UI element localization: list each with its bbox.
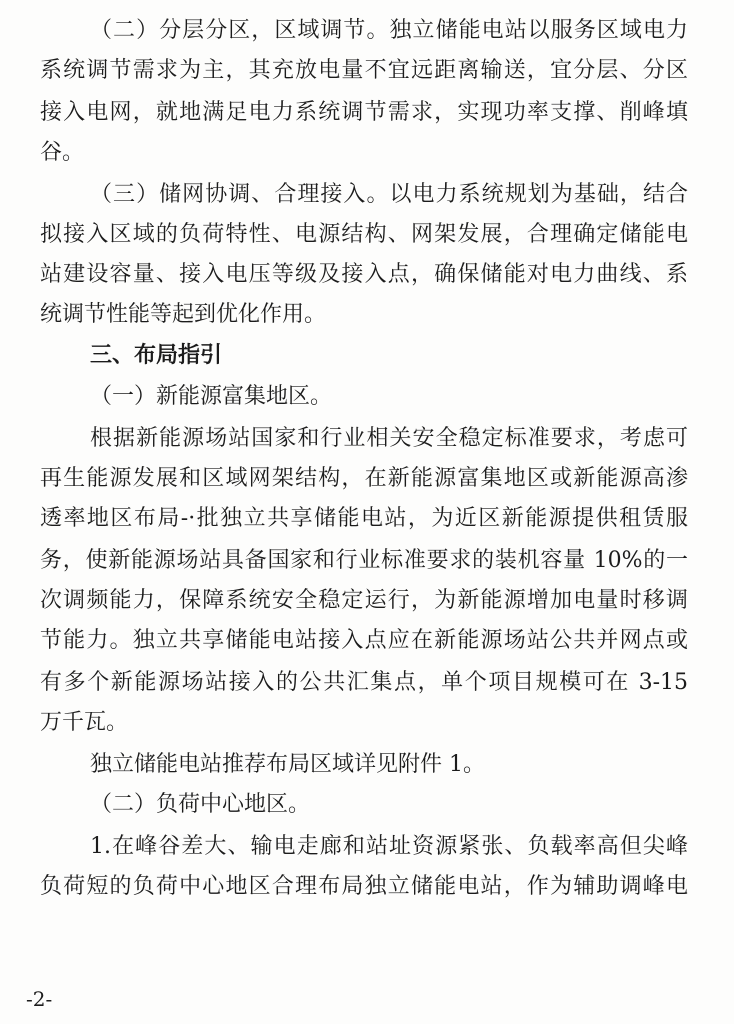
- section-heading: 三、布局指引: [90, 342, 223, 368]
- paragraph-line: 站建设容量、接入电压等级及接入点，确保储能对电力曲线、系: [40, 262, 688, 287]
- paragraph-line: 有多个新能源场站接入的公共汇集点，单个项目规模可在 3-15: [40, 670, 688, 695]
- paragraph-line: 节能力。独立共享储能电站接入点应在新能源场站公共并网点或: [40, 628, 688, 653]
- subsection-heading: （一）新能源富集地区。: [90, 384, 333, 409]
- paragraph-line: 统调节性能等起到优化作用。: [40, 302, 327, 327]
- subsection-heading: （二）负荷中心地区。: [90, 792, 311, 817]
- paragraph-line: 1.在峰谷差大、输电走廊和站址资源紧张、负载率高但尖峰: [90, 834, 688, 859]
- paragraph-line: 拟接入区域的负荷特性、电源结构、网架发展，合理确定储能电: [40, 222, 688, 247]
- paragraph-line: 独立储能电站推荐布局区域详见附件 1。: [90, 752, 485, 777]
- paragraph-line: （三）储网协调、合理接入。以电力系统规划为基础，结合: [90, 182, 688, 207]
- paragraph-line: 系统调节需求为主，其充放电量不宜远距离输送，宜分层、分区: [40, 58, 688, 83]
- paragraph-line: 接入电网，就地满足电力系统调节需求，实现功率支撑、削峰填: [40, 100, 688, 125]
- paragraph-line: 务，使新能源场站具备国家和行业标准要求的装机容量 10%的一: [40, 548, 688, 573]
- paragraph-line: （二）分层分区，区域调节。独立储能电站以服务区域电力: [90, 18, 688, 43]
- page-number: -2-: [26, 987, 53, 1011]
- paragraph-line: 负荷短的负荷中心地区合理布局独立储能电站，作为辅助调峰电: [40, 874, 688, 899]
- paragraph-line: 根据新能源场站国家和行业相关安全稳定标准要求，考虑可: [90, 426, 688, 451]
- paragraph-line: 透率地区布局-·批独立共享储能电站，为近区新能源提供租赁服: [40, 506, 688, 531]
- paragraph-line: 谷。: [40, 140, 85, 165]
- paragraph-line: 再生能源发展和区域网架结构，在新能源富集地区或新能源高渗: [40, 466, 688, 491]
- paragraph-line: 次调频能力，保障系统安全稳定运行，为新能源增加电量时移调: [40, 588, 688, 613]
- paragraph-line: 万千瓦。: [40, 710, 129, 735]
